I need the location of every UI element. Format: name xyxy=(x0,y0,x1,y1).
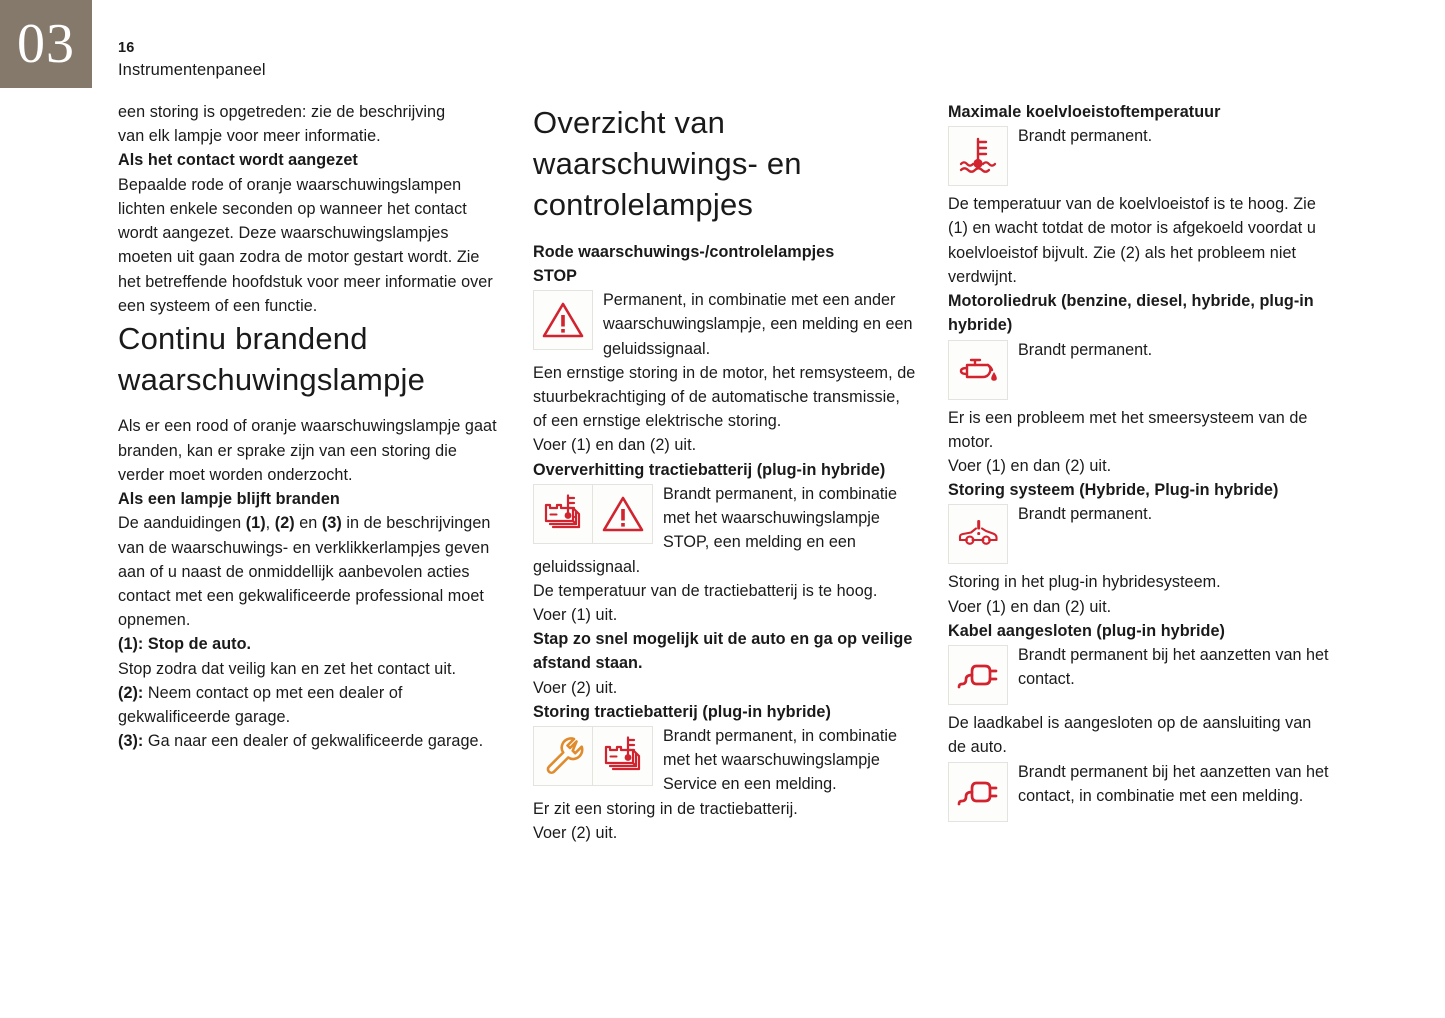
column-2 xyxy=(533,100,918,845)
storing-systeem-icon-set xyxy=(948,504,1008,564)
column-1 xyxy=(118,100,503,845)
action-2 xyxy=(118,681,503,729)
continu-body-1: Als er een rood of oranje waarschuwingslampje gaat branden, kan er sprake zijn van een storing die verder moet worden onderzocht. xyxy=(118,417,497,484)
kabel-icon-block-1 xyxy=(948,643,1333,711)
heading-continu-brandend: Continu brandend waarschuwingslampje xyxy=(118,320,426,398)
stop-body: Een ernstige storing in de motor, het remsysteem, de stuurbekrachtiging of de automatische transmissie, of een ernstige elektrische storing. xyxy=(533,363,916,431)
aanduidingen-text-e: in de beschrijvingen van de waarschuwings- en verklikkerlampjes geven aan of u naast de onmiddellijk aanbevolen acties contact met een gekwalificeerde professional moet opnemen. xyxy=(118,514,491,630)
storing-tractie-icon-block xyxy=(533,724,918,797)
kabel-body: De laadkabel is aangesloten op de aansluiting van de auto. xyxy=(948,714,1312,757)
subheading-storing-tractiebatterij: Storing tractiebatterij (plug-in hybride) xyxy=(533,702,831,721)
kabel-icon-set-1 xyxy=(948,645,1008,705)
kabel-icon-text-2: Brandt permanent bij het aanzetten van het contact, in combinatie met een melding. xyxy=(1018,762,1329,805)
stop-action: Voer (1) en dan (2) uit. xyxy=(533,436,697,455)
coolant-temperature-icon xyxy=(948,126,1008,186)
motoroliedruk-icon-text: Brandt permanent. xyxy=(1018,340,1153,359)
action-2-label: (2): xyxy=(118,683,144,702)
storing-tractie-action: Voer (2) uit. xyxy=(533,823,618,842)
koelvloeistof-body: De temperatuur van de koelvloeistof is te hoog. Zie (1) en wacht totdat de motor is afgekoeld voordat u koelvloeistof bijvult. Zie (2) als het probleem niet verdwijnt. xyxy=(948,195,1316,286)
column-3 xyxy=(948,100,1333,845)
motoroliedruk-icon-block xyxy=(948,338,1333,406)
ref-1: (1) xyxy=(245,514,266,533)
warning-triangle-icon xyxy=(593,484,653,544)
engine-oil-pressure-icon xyxy=(948,340,1008,400)
kabel-icon-block-2 xyxy=(948,760,1333,828)
subheading-motoroliedruk: Motoroliedruk (benzine, diesel, hybride, plug-in hybride) xyxy=(948,292,1314,335)
koelvloeistof-icon-text: Brandt permanent. xyxy=(1018,127,1153,146)
kabel-icon-text-1: Brandt permanent bij het aanzetten van het contact. xyxy=(1018,646,1329,689)
aanduidingen-text-c: , xyxy=(265,514,275,533)
contact-body: Bepaalde rode of oranje waarschuwingslampen lichten enkele seconden op wanneer het contact wordt aangezet. Deze waarschuwingslampjes moeten uit gaan zodra de motor gestart wordt. Zie het betreffende hoofdstuk voor meer informatie over een systeem of een functie. xyxy=(118,175,493,315)
oververhitting-action-1: Voer (1) uit. xyxy=(533,605,618,624)
ref-3: (3) xyxy=(321,514,342,533)
kabel-icon-set-2 xyxy=(948,762,1008,822)
storing-systeem-icon-block xyxy=(948,502,1333,570)
chapter-number: 03 xyxy=(17,13,75,75)
page-header xyxy=(118,38,266,81)
action-1-label: (1): Stop de auto. xyxy=(118,635,252,654)
battery-overheat-icon xyxy=(593,726,653,786)
storing-systeem-icon-text: Brandt permanent. xyxy=(1018,505,1153,524)
subheading-oververhitting: Oververhitting tractiebatterij (plug-in hybride) xyxy=(533,460,886,479)
koelvloeistof-icon-block xyxy=(948,124,1333,192)
ref-2: (2) xyxy=(274,514,295,533)
section-title: Instrumentenpaneel xyxy=(118,61,266,80)
storing-tractie-body: Er zit een storing in de tractiebatterij. xyxy=(533,799,798,818)
content-columns xyxy=(118,100,1333,845)
action-2-body: Neem contact op met een dealer of gekwalificeerde garage. xyxy=(118,683,403,727)
motoroliedruk-body: Er is een probleem met het smeersysteem van de motor. xyxy=(948,408,1308,451)
heading-overzicht: Overzicht van waarschuwings- en controlelampjes xyxy=(533,105,802,223)
warning-triangle-icon xyxy=(533,290,593,350)
subheading-kabel-aangesloten: Kabel aangesloten (plug-in hybride) xyxy=(948,621,1225,640)
oververhitting-body: De temperatuur van de tractiebatterij is te hoog. xyxy=(533,581,878,600)
service-wrench-icon xyxy=(533,726,593,786)
battery-overheat-icon xyxy=(533,484,593,544)
action-3-body: Ga naar een dealer of gekwalificeerde garage. xyxy=(143,732,484,751)
intro-line-2: van elk lampje voor meer informatie. xyxy=(118,127,381,146)
charging-cable-icon xyxy=(948,762,1008,822)
motoroliedruk-action: Voer (1) en dan (2) uit. xyxy=(948,456,1112,475)
storing-tractie-icon-text: Brandt permanent, in combinatie met het waarschuwingslampje Service en een melding. xyxy=(663,727,897,794)
action-3 xyxy=(118,729,503,753)
subheading-lampje-blijft-branden: Als een lampje blijft branden xyxy=(118,490,340,509)
stop-icon-set xyxy=(533,290,593,350)
intro-line-1: een storing is opgetreden: zie de beschrijving xyxy=(118,103,446,121)
car-system-fault-icon xyxy=(948,504,1008,564)
subheading-koelvloeistof: Maximale koelvloeistoftemperatuur xyxy=(948,103,1221,121)
storing-systeem-action: Voer (1) en dan (2) uit. xyxy=(948,597,1112,616)
subheading-contact: Als het contact wordt aangezet xyxy=(118,151,358,170)
oververhitting-action-2: Voer (2) uit. xyxy=(533,678,618,697)
storing-tractie-icon-set xyxy=(533,726,653,786)
storing-systeem-body: Storing in het plug-in hybridesysteem. xyxy=(948,573,1221,592)
oververhitting-icon-block xyxy=(533,482,918,579)
action-3-label: (3): xyxy=(118,732,144,751)
subheading-rode-lampjes: Rode waarschuwings-/controlelampjes xyxy=(533,242,835,261)
page-number: 16 xyxy=(118,40,135,56)
subheading-stop: STOP xyxy=(533,266,577,285)
oververhitting-icon-set xyxy=(533,484,653,544)
charging-cable-icon xyxy=(948,645,1008,705)
aanduidingen-text-a: De aanduidingen xyxy=(118,514,246,533)
aanduidingen-body xyxy=(118,511,503,632)
stop-icon-text: Permanent, in combinatie met een ander waarschuwingslampje, een melding en een geluidssignaal. xyxy=(603,291,913,358)
oververhitting-bold-warning: Stap zo snel mogelijk uit de auto en ga op veilige afstand staan. xyxy=(533,630,913,673)
koelvloeistof-icon-set xyxy=(948,126,1008,186)
oververhitting-icon-text: Brandt permanent, in combinatie met het waarschuwingslampje STOP, een melding en een geluidssignaal. xyxy=(533,484,897,576)
action-1-body: Stop zodra dat veilig kan en zet het contact uit. xyxy=(118,659,457,678)
subheading-storing-systeem: Storing systeem (Hybride, Plug-in hybride) xyxy=(948,481,1279,500)
stop-icon-block xyxy=(533,288,918,361)
aanduidingen-text-d: en xyxy=(294,514,322,533)
motoroliedruk-icon-set xyxy=(948,340,1008,400)
chapter-tab xyxy=(0,0,92,88)
